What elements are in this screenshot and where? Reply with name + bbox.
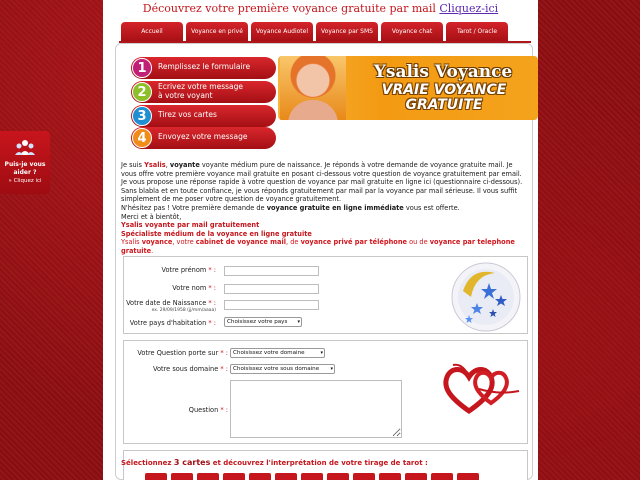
cards-count: 3 cartes — [173, 458, 211, 467]
hero-tagline-line2: GRATUITE — [405, 97, 483, 113]
help-line2: aider ? — [13, 169, 37, 176]
dob-input[interactable] — [224, 300, 319, 310]
step-2[interactable] — [131, 81, 276, 103]
intro-p4: Merci et à bientôt, — [121, 212, 182, 221]
banner-link[interactable]: Cliquez-ici — [439, 2, 499, 15]
personal-info-form — [123, 256, 528, 334]
tab-voyance-audiotel[interactable]: Voyance Audiotel — [251, 22, 313, 42]
dob-label — [116, 299, 216, 307]
footer-g: ou de — [407, 238, 430, 247]
question-sur-select-value: Choisissez votre domaine — [233, 350, 305, 356]
question-req: * : — [218, 406, 228, 414]
sous-domaine-req: * : — [218, 365, 228, 373]
intro-p1-b: , — [165, 161, 170, 169]
intro-p3-a: N'hésitez pas ! Votre première demande de — [121, 203, 267, 212]
chevron-down-icon: ▾ — [297, 319, 300, 325]
step-3-label: Tirez vos cartes — [158, 110, 217, 119]
help-widget[interactable] — [0, 131, 50, 194]
tarot-card[interactable] — [379, 473, 401, 480]
cards-title-prefix: Sélectionnez — [121, 459, 174, 467]
signature-line1: Ysalis voyante par mail gratuitement — [121, 221, 260, 230]
step-2-number: 2 — [132, 82, 152, 102]
tarot-card[interactable] — [275, 473, 297, 480]
help-cta-link[interactable]: » Cliquez ici — [8, 178, 42, 184]
question-sur-req: * : — [218, 349, 228, 357]
sous-domaine-label — [120, 365, 228, 373]
footer-a: Ysalis — [121, 238, 142, 247]
sous-domaine-select[interactable] — [230, 364, 335, 374]
intro-name: Ysalis — [144, 161, 166, 169]
intro-p1-a: Je suis — [121, 161, 145, 169]
step-4[interactable] — [131, 127, 276, 149]
content-box — [115, 43, 533, 480]
step-4-number: 4 — [132, 128, 152, 148]
chevron-down-icon: ▾ — [320, 350, 323, 356]
question-textarea[interactable] — [230, 380, 402, 438]
nom-label — [116, 284, 216, 292]
footer-b: voyance — [141, 238, 173, 247]
help-text — [0, 161, 50, 177]
cards-title — [121, 458, 428, 467]
pays-select-value: Choisissez votre pays — [227, 319, 288, 325]
dob-hint: ex. 29/09/1958 (jj/mm/aaaa) — [151, 308, 216, 313]
step-1-label: Remplissez le formulaire — [158, 62, 251, 71]
pays-label-text: Votre pays d'habitation — [129, 319, 207, 327]
sous-domaine-select-value: Choisissez votre sous domaine — [233, 366, 320, 372]
prenom-input[interactable] — [224, 266, 319, 276]
tarot-card[interactable] — [223, 473, 245, 480]
footer-i: . — [151, 246, 154, 255]
nom-label-text: Votre nom — [172, 284, 207, 292]
tarot-card[interactable] — [249, 473, 271, 480]
pays-select[interactable] — [224, 317, 302, 327]
nom-req: * : — [206, 284, 216, 292]
footer-d: cabinet de voyance mail — [195, 238, 287, 247]
pays-req: * : — [206, 319, 216, 327]
intro-signature — [121, 221, 529, 238]
pays-label — [116, 319, 216, 327]
question-label-text: Question — [188, 406, 219, 414]
step-2-label-line1: Ecrivez votre message — [158, 82, 243, 91]
page-container — [103, 0, 538, 480]
dob-label-text: Votre date de Naissance — [126, 299, 207, 307]
question-sur-label — [120, 349, 228, 357]
intro-footer — [121, 238, 529, 255]
step-1[interactable] — [131, 57, 276, 79]
help-line1: Puis-je vous — [4, 161, 46, 168]
footer-h: voyance par telephone gratuite — [121, 238, 515, 255]
footer-f: voyance privé par téléphone — [300, 238, 407, 247]
intro-p1-bold: voyante — [169, 161, 200, 169]
tab-accueil[interactable]: Accueil — [121, 22, 183, 42]
step-3-number: 3 — [132, 106, 152, 126]
intro-p1 — [121, 161, 529, 178]
tarot-card[interactable] — [301, 473, 323, 480]
main-nav — [121, 22, 531, 42]
prenom-label — [116, 266, 216, 274]
tarot-card[interactable] — [405, 473, 427, 480]
tarot-card[interactable] — [353, 473, 375, 480]
people-group-icon — [15, 139, 35, 155]
tab-voyance-prive[interactable]: Voyance en privé — [186, 22, 248, 42]
hearts-icon — [439, 361, 524, 419]
intro-text — [121, 161, 529, 256]
signature-line2: Spécialiste médium de la voyance en ligne gratuite — [121, 229, 312, 238]
hero-tagline — [352, 83, 536, 113]
tab-tarot-oracle[interactable]: Tarot / Oracle — [446, 22, 508, 42]
tab-voyance-sms[interactable]: Voyance par SMS — [316, 22, 378, 42]
prenom-label-text: Votre prénom — [161, 266, 207, 274]
tarot-card[interactable] — [431, 473, 453, 480]
footer-e: , de — [286, 238, 301, 247]
question-sur-label-text: Votre Question porte sur — [137, 349, 219, 357]
banner-text: Découvrez votre première voyance gratuite par mail — [142, 2, 436, 15]
question-form — [123, 340, 528, 444]
top-banner — [103, 2, 538, 15]
sous-domaine-label-text: Votre sous domaine — [153, 365, 219, 373]
stars-moon-icon — [449, 261, 523, 333]
step-2-label-line2: à votre voyant — [158, 91, 213, 100]
tarot-card[interactable] — [197, 473, 219, 480]
hero-brand: Ysalis Voyance — [373, 62, 513, 82]
prenom-req: * : — [206, 266, 216, 274]
intro-p1-c: voyante médium pure de naissance. Je réponds à votre demande de voyance gratuite mail. Je vous offre votre première voyance mail gratuite en posant ci-dessous votre question de voyance gratuitement par email. — [121, 161, 522, 178]
hero-photo — [280, 56, 346, 120]
footer-c: , votre — [172, 238, 196, 247]
intro-p3-bold: voyance gratuite en ligne immédiate — [266, 203, 404, 212]
question-sur-select[interactable] — [230, 348, 325, 358]
hero-tagline-line1: VRAIE VOYANCE — [381, 82, 507, 98]
tarot-card[interactable] — [327, 473, 349, 480]
chevron-down-icon: ▾ — [330, 366, 333, 372]
intro-p2: Je vous propose une réponse rapide à votre question de voyance par mail gratuite en ligne ici (questionnaire ci-dessous). Sans blabla et en toute confiance, je vous réponds gratuitement par mail par la voyance par mail sérieuse. Il vous suffit simplement de me poser votre question de voyance gratuitement. — [121, 178, 523, 204]
intro-p3 — [121, 204, 529, 213]
step-1-number: 1 — [132, 58, 152, 78]
hero-banner — [278, 56, 538, 120]
tarot-card[interactable] — [457, 473, 479, 480]
intro-p3-b: vous est offerte. — [403, 203, 460, 212]
step-3[interactable] — [131, 105, 276, 127]
nom-input[interactable] — [224, 284, 319, 294]
step-2-label — [158, 82, 243, 100]
tab-voyance-chat[interactable]: Voyance chat — [381, 22, 443, 42]
cards-title-suffix: et découvrez l'interprétation de votre tirage de tarot : — [210, 459, 428, 467]
question-label — [120, 406, 228, 414]
tarot-card[interactable] — [145, 473, 167, 480]
step-4-label: Envoyez votre message — [158, 132, 248, 141]
dob-req: * : — [206, 299, 216, 307]
tarot-card[interactable] — [171, 473, 193, 480]
